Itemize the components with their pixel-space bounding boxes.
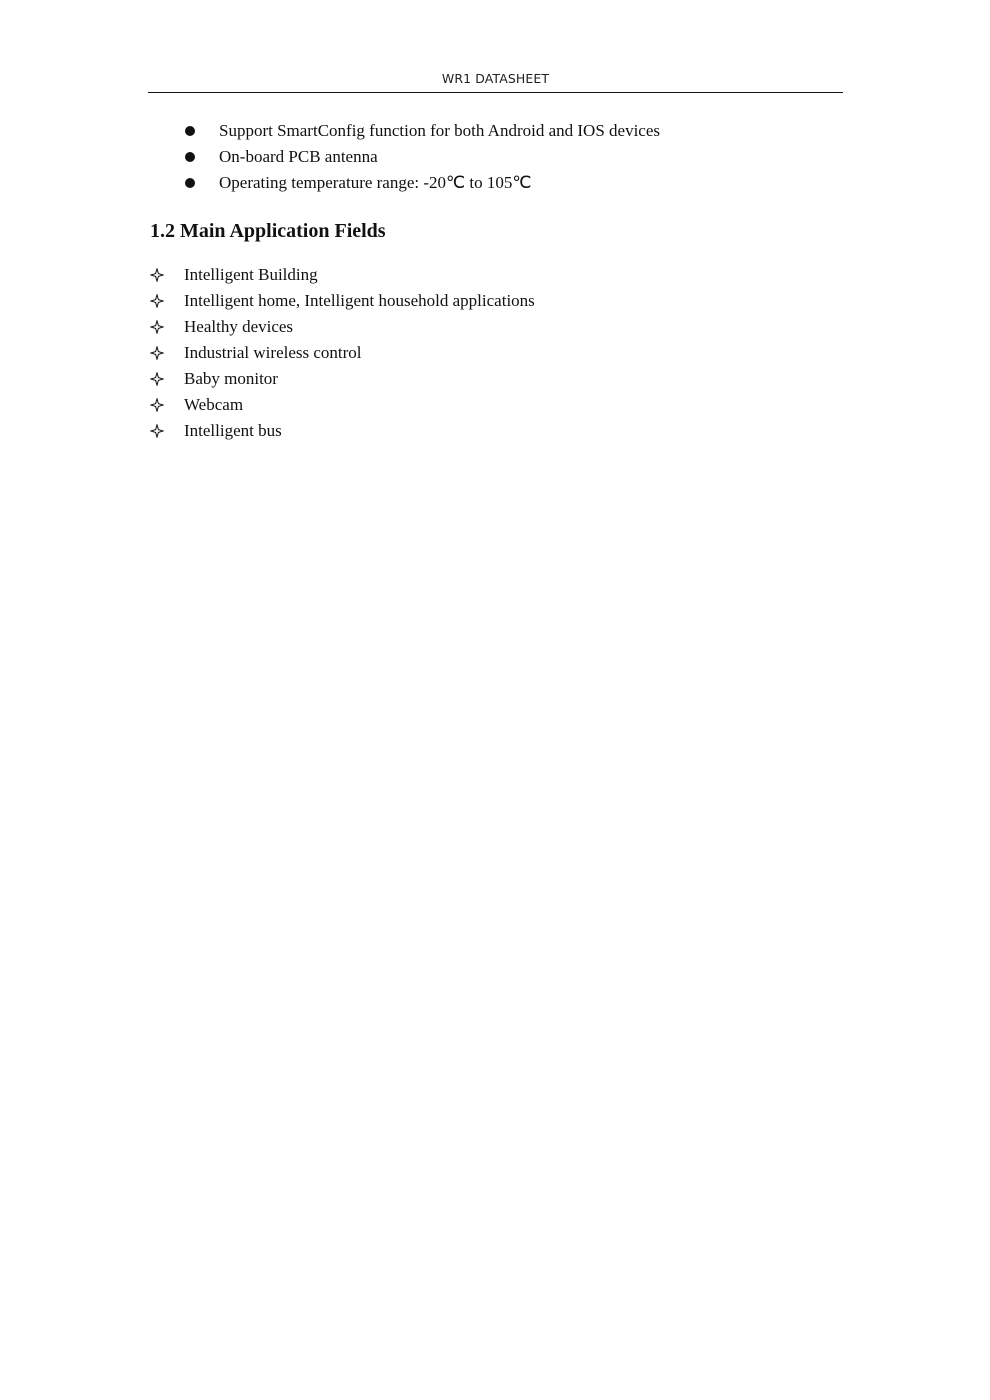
application-field-text: Industrial wireless control [184, 343, 362, 362]
feature-item-text: On-board PCB antenna [219, 147, 378, 166]
header-title: WR1 DATASHEET [441, 71, 550, 86]
star-bullet-icon [150, 346, 164, 360]
application-field-text: Intelligent bus [184, 421, 282, 440]
application-field-text: Webcam [184, 395, 244, 414]
bullet-dot-icon [185, 178, 195, 188]
star-bullet-icon [150, 372, 164, 386]
star-bullet-icon [150, 424, 164, 438]
application-field-text: Healthy devices [184, 317, 294, 336]
feature-item-text: Operating temperature range: -20℃ to 105℃ [219, 173, 532, 192]
bullet-dot-icon [185, 126, 195, 136]
star-bullet-icon [150, 320, 164, 334]
section-heading: 1.2 Main Application Fields [150, 220, 386, 242]
star-bullet-icon [150, 398, 164, 412]
application-field-text: Intelligent home, Intelligent household applications [184, 291, 535, 310]
application-field-text: Baby monitor [184, 369, 278, 388]
star-bullet-icon [150, 268, 164, 282]
bullet-dot-icon [185, 152, 195, 162]
running-header [148, 70, 843, 93]
feature-item-text: Support SmartConfig function for both Android and IOS devices [219, 121, 661, 140]
star-bullet-icon [150, 294, 164, 308]
application-field-text: Intelligent Building [184, 265, 318, 284]
